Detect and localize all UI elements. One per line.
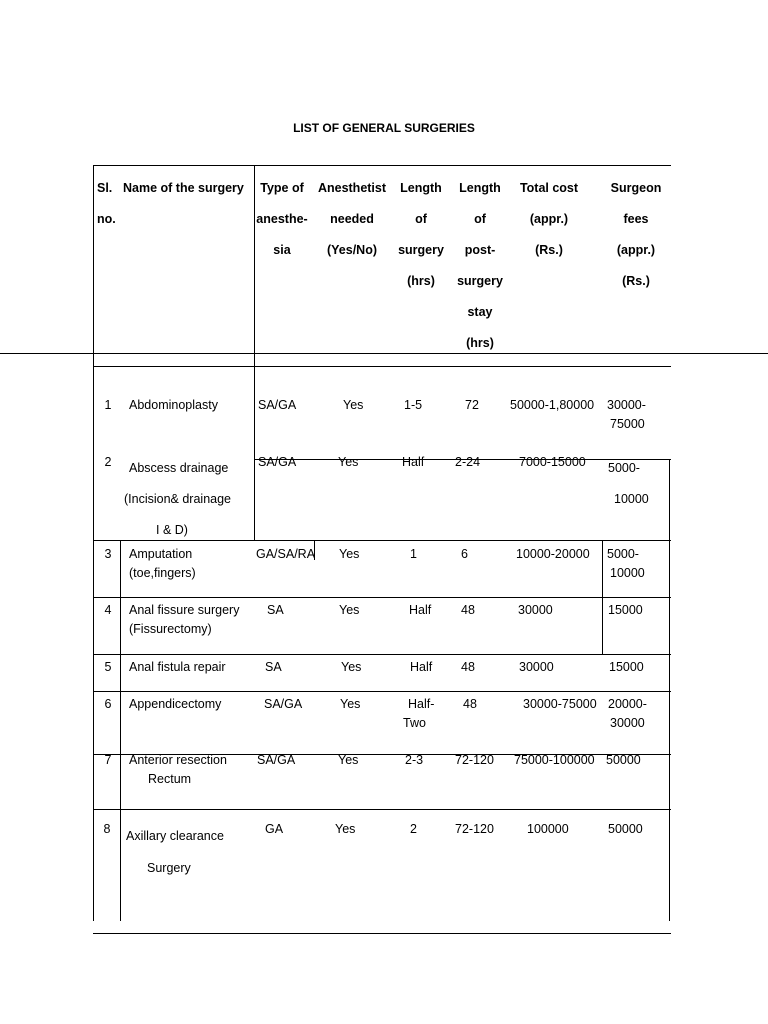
- row-8-anesthetist: Yes: [335, 822, 356, 836]
- row-4-name: Anal fissure surgery (Fissurectomy): [129, 603, 240, 636]
- row-3-length: 1: [410, 547, 417, 561]
- row-3-fees: 5000- 10000: [607, 547, 645, 580]
- row-3-anesthetist: Yes: [339, 547, 360, 561]
- page-title: LIST OF GENERAL SURGERIES: [293, 121, 475, 135]
- row-7-stay: 72-120: [455, 753, 494, 767]
- row-2-sl: 2: [104, 455, 112, 469]
- row-7-anesthetist: Yes: [338, 753, 359, 767]
- row-7-length: 2-3: [405, 753, 424, 767]
- row-6-anesthetist: Yes: [340, 697, 361, 711]
- row-8-sl: 8: [103, 822, 111, 836]
- row-8-length: 2: [410, 822, 417, 836]
- row-7-name: Anterior resection Rectum: [129, 753, 227, 786]
- row-1-cost: 50000-1,80000: [510, 398, 595, 412]
- row-4-fees: 15000: [608, 603, 643, 617]
- row-5-name: Anal fistula repair: [129, 660, 226, 674]
- row-2-fees: 5000- 10000: [608, 461, 649, 506]
- row-2-name: Abscess drainage (Incision& drainage I & D): [124, 461, 232, 537]
- row-2-type: SA/GA: [258, 455, 297, 469]
- row-3-name: Amputation (toe,fingers): [129, 547, 196, 580]
- header-anesthetist-needed: Anesthetist needed (Yes/No): [317, 181, 387, 257]
- row-5-stay: 48: [461, 660, 475, 674]
- table-left-border: [93, 165, 94, 921]
- row-6-fees: 20000- 30000: [608, 697, 647, 730]
- row-3-cost: 10000-20000: [516, 547, 590, 561]
- row-8-stay: 72-120: [455, 822, 494, 836]
- header-surgery-name: Name of the surgery: [123, 181, 244, 195]
- header-sl-no: Sl. no.: [97, 181, 116, 226]
- row-3-sl: 3: [104, 547, 112, 561]
- row-1-fees: 30000- 75000: [607, 398, 646, 431]
- header-bottom-border: [93, 366, 671, 367]
- row-1-name: Abdominoplasty: [129, 398, 218, 412]
- header-total-cost: Total cost (appr.) (Rs.): [519, 181, 579, 257]
- row-2-anesthetist: Yes: [338, 455, 359, 469]
- row-divider-7-8: [93, 809, 671, 810]
- row-1-anesthetist: Yes: [343, 398, 364, 412]
- table-top-border: [93, 165, 671, 166]
- row-5-type: SA: [265, 660, 282, 674]
- row-2-cost: 7000-15000: [519, 455, 586, 469]
- row-7-cost: 75000-100000: [514, 753, 595, 767]
- row-3-stay: 6: [461, 547, 468, 561]
- row-8-type: GA: [265, 822, 284, 836]
- row-8-fees: 50000: [608, 822, 643, 836]
- row-5-sl: 5: [104, 660, 112, 674]
- row-6-stay: 48: [463, 697, 477, 711]
- row-5-anesthetist: Yes: [341, 660, 362, 674]
- row-4-length: Half: [409, 603, 432, 617]
- row-6-name: Appendicectomy: [129, 697, 222, 711]
- row-divider-5-6: [93, 691, 671, 692]
- header-surgeon-fees: Surgeon fees (appr.) (Rs.): [610, 181, 662, 288]
- row-6-length: Half- Two: [403, 697, 435, 730]
- row-8-name: Axillary clearance Surgery: [126, 829, 224, 875]
- row-5-length: Half: [410, 660, 433, 674]
- table-right-border: [669, 459, 670, 921]
- row-4-stay: 48: [461, 603, 475, 617]
- header-divider: [0, 353, 768, 354]
- row-6-type: SA/GA: [264, 697, 303, 711]
- row-divider-4-5: [93, 654, 671, 655]
- row-1-length: 1-5: [404, 398, 423, 412]
- row-4-cost: 30000: [518, 603, 553, 617]
- row-8-cost: 100000: [527, 822, 569, 836]
- row-1-type: SA/GA: [258, 398, 297, 412]
- row-2-stay: 2-24: [455, 455, 481, 469]
- header-length-surgery: Length of surgery (hrs): [398, 181, 444, 288]
- row-5-fees: 15000: [609, 660, 644, 674]
- row-7-type: SA/GA: [257, 753, 296, 767]
- col-divider-fees: [602, 540, 603, 654]
- row-divider-3-4: [93, 597, 671, 598]
- header-anesthesia-type: Type of anesthe- sia: [256, 181, 308, 257]
- row-6-cost: 30000-75000: [523, 697, 597, 711]
- row-4-anesthetist: Yes: [339, 603, 360, 617]
- row-4-type: SA: [267, 603, 284, 617]
- row-5-cost: 30000: [519, 660, 554, 674]
- table-bottom-border: [93, 933, 671, 934]
- row-2-length: Half: [402, 455, 425, 469]
- row-6-sl: 6: [104, 697, 112, 711]
- row-1-stay: 72: [465, 398, 479, 412]
- col-divider-name: [120, 540, 121, 921]
- row-7-fees: 50000: [606, 753, 641, 767]
- row-3-type: GA/SA/RA: [256, 547, 316, 561]
- header-length-stay: Length of post- surgery stay (hrs): [457, 181, 503, 350]
- row-7-sl: 7: [104, 753, 112, 767]
- row-1-sl: 1: [104, 398, 112, 412]
- row-4-sl: 4: [104, 603, 112, 617]
